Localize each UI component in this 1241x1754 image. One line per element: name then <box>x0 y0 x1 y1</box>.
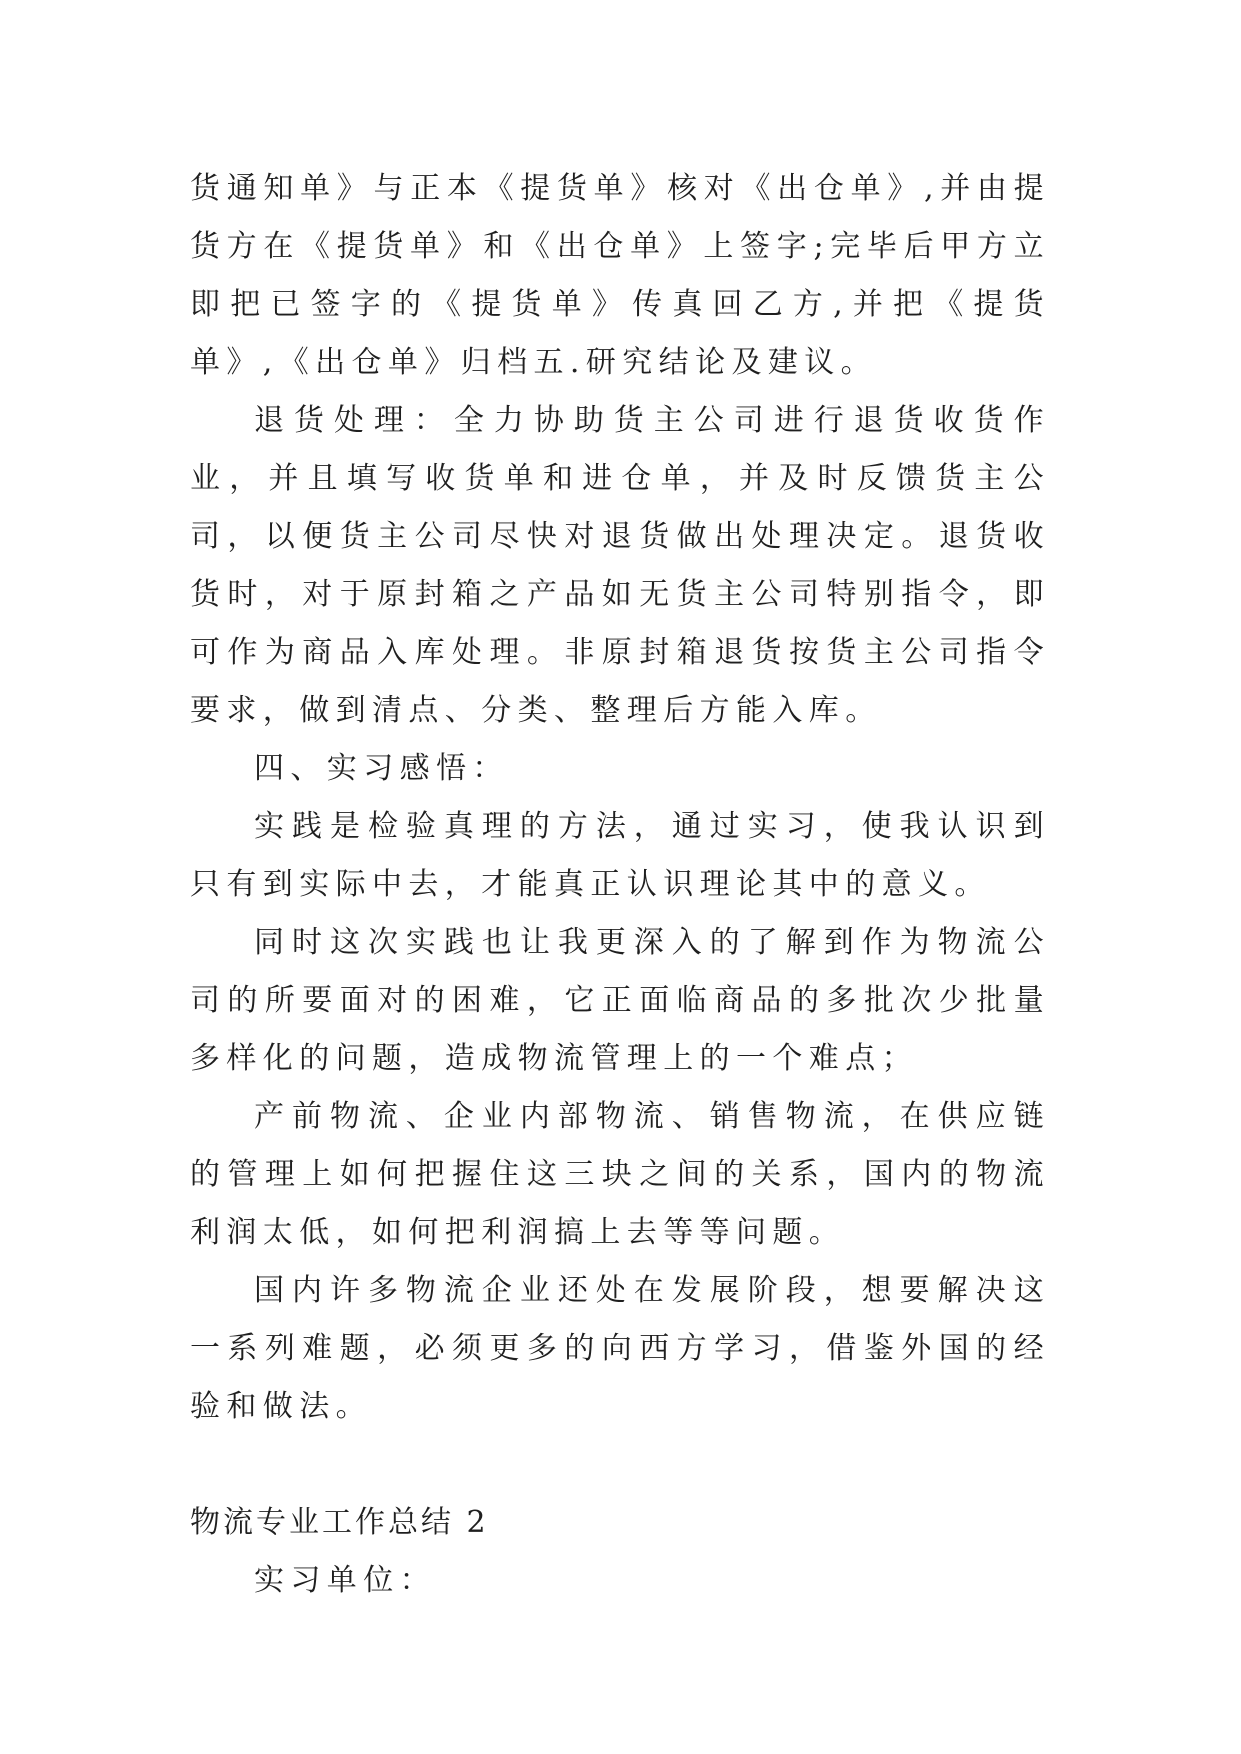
document-body <box>190 160 1050 1610</box>
paragraph-internship-unit: 实习单位： <box>254 1563 436 1598</box>
heading-internship-reflections: 四、实习感悟： <box>254 751 509 786</box>
paragraph-practice-truth: 实践是检验真理的方法，通过实习，使我认识到只有到实际中去，才能真正认识理论其中的意义。 <box>190 809 1050 902</box>
section-title: 物流专业工作总结 2 <box>190 1505 489 1540</box>
paragraph-supply-chain: 产前物流、企业内部物流、销售物流，在供应链的管理上如何把握住这三块之间的关系，国内的物流利润太低，如何把利润搞上去等等问题。 <box>190 1099 1050 1250</box>
spacer <box>190 1436 1050 1494</box>
paragraph-learn-from-west: 国内许多物流企业还处在发展阶段，想要解决这一系列难题，必须更多的向西方学习，借鉴外国的经验和做法。 <box>190 1273 1050 1424</box>
paragraph-pickup-procedure: 货通知单》与正本《提货单》核对《出仓单》,并由提货方在《提货单》和《出仓单》上签字;完毕后甲方立即把已签字的《提货单》传真回乙方,并把《提货单》,《出仓单》归档五.研究结论及建议。 <box>190 171 1050 380</box>
paragraph-returns-handling: 退货处理：全力协助货主公司进行退货收货作业，并且填写收货单和进仓单，并及时反馈货主公司，以便货主公司尽快对退货做出处理决定。退货收货时，对于原封箱之产品如无货主公司特别指令，即可作为商品入库处理。非原封箱退货按货主公司指令要求，做到清点、分类、整理后方能入库。 <box>190 403 1050 728</box>
paragraph-logistics-difficulties: 同时这次实践也让我更深入的了解到作为物流公司的所要面对的困难，它正面临商品的多批次少批量多样化的问题，造成物流管理上的一个难点； <box>190 925 1050 1076</box>
